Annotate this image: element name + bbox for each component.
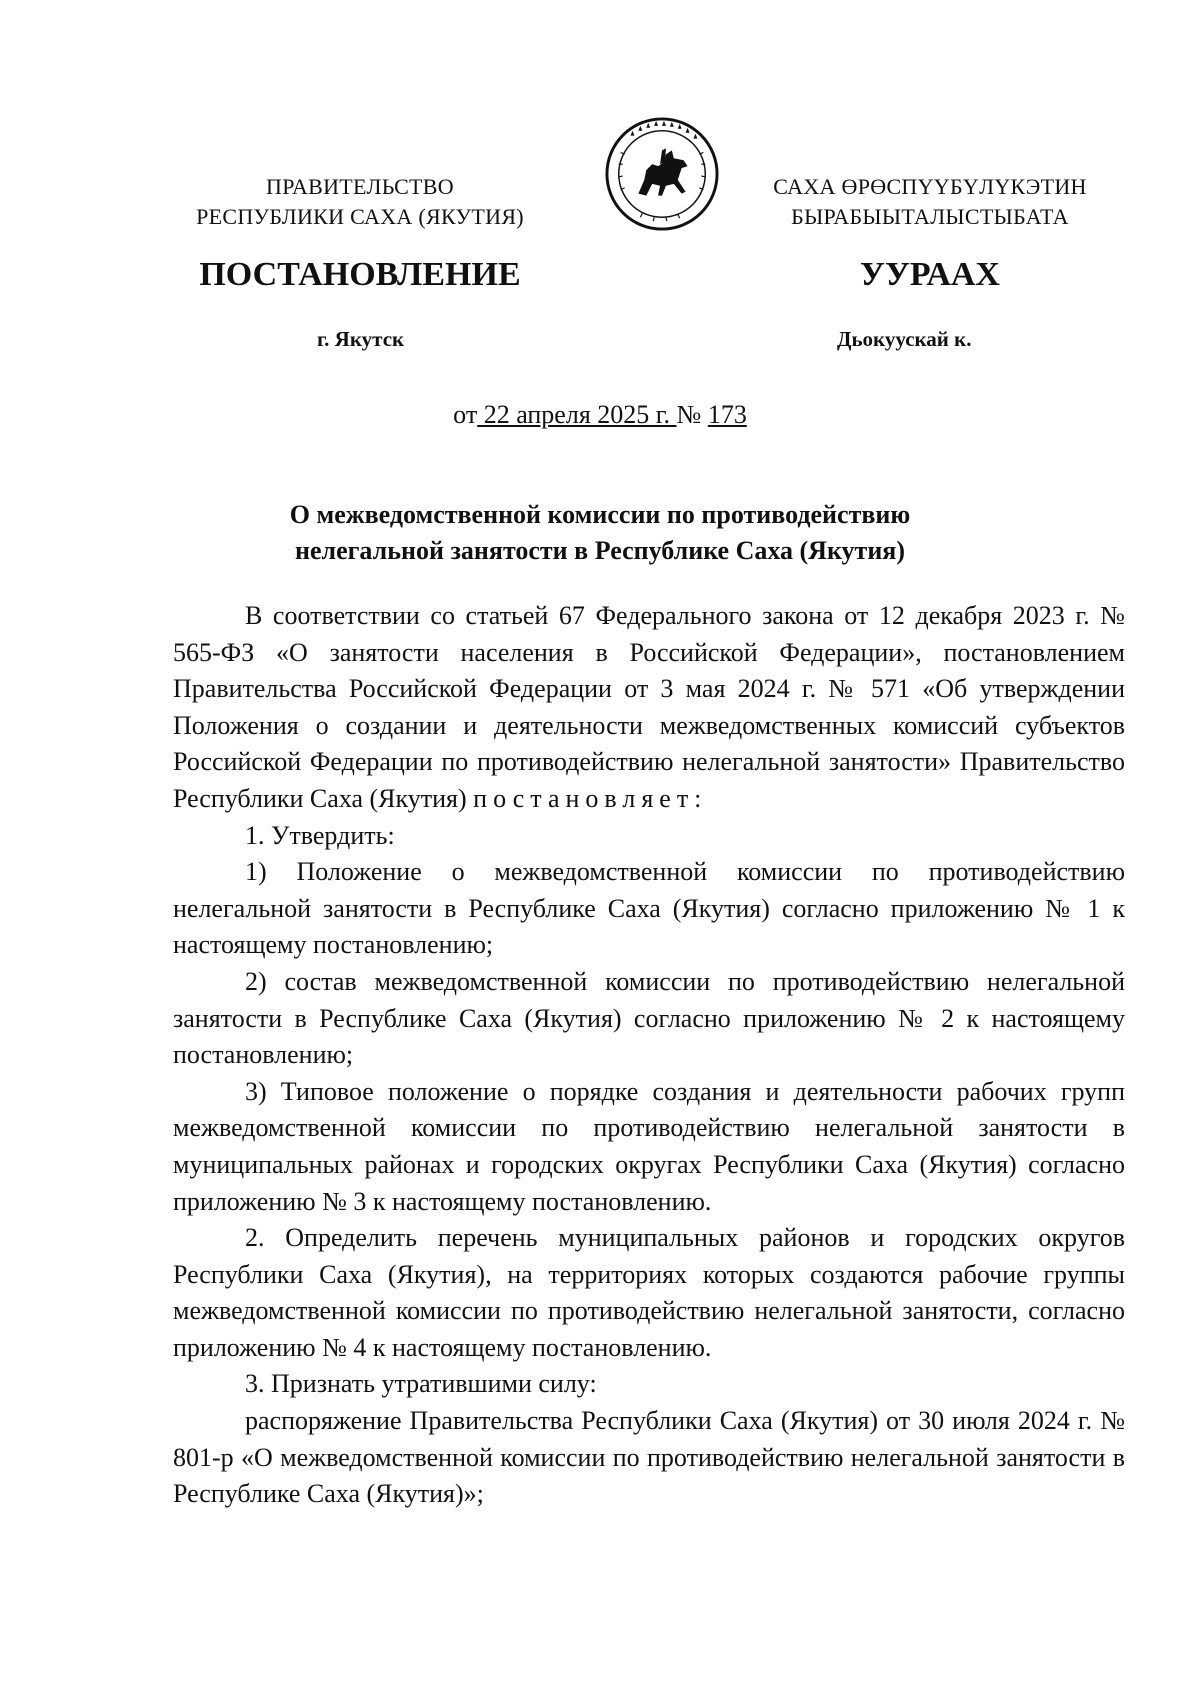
- item-1-2: 2) состав межведомственной комиссии по противодействию нелегальной занятости в Республике Саха (Якутия) согласно приложению № 2 к настоящему постановлению;: [173, 966, 1125, 1070]
- city-ru: г. Якутск: [317, 327, 405, 351]
- document-date: 22 апреля 2025 г.: [477, 400, 677, 429]
- item-3: 3. Признать утратившими силу:: [245, 1369, 597, 1399]
- date-prefix: от: [453, 400, 478, 429]
- issuer-ru: [160, 172, 560, 232]
- issuer-sakha-line1: САХА ӨРӨСПҮҮБҮЛҮКЭТИН: [773, 174, 1087, 199]
- item-3-1: распоряжение Правительства Республики Саха (Якутия) от 30 июля 2024 г. № 801-р «О межведомственной комиссии по противодействию нелегальной занятости в Республике Саха (Якутия)»;: [173, 1406, 1125, 1509]
- preamble-decree-word: постановляет:: [473, 783, 708, 813]
- title-line1: О межведомственной комиссии по противодействию: [289, 500, 911, 529]
- document-number: 173: [707, 400, 747, 429]
- city-sakha: Дьокуускай к.: [837, 327, 972, 351]
- preamble-paragraph: [173, 598, 1125, 818]
- item-1: 1. Утвердить:: [245, 820, 395, 850]
- item-1-1: 1) Положение о межведомственной комиссии по противодействию нелегальной занятости в Республике Саха (Якутия) согласно приложению № 1 к настоящему постановлению;: [173, 857, 1125, 960]
- issuer-ru-line1: ПРАВИТЕЛЬСТВО: [266, 174, 454, 199]
- doc-type-ru: ПОСТАНОВЛЕНИЕ: [199, 256, 521, 293]
- document-title: [175, 497, 1025, 569]
- item-2: 2. Определить перечень муниципальных районов и городских округов Республики Саха (Якутия), на территориях которых создаются рабочие группы межведомственной комиссии по противодействию нелегальной занятости, согласно приложению № 4 к настоящему постановлению.: [173, 1223, 1125, 1362]
- issuer-sakha: [730, 172, 1130, 232]
- doc-type-sakha: УУРААХ: [860, 256, 1000, 293]
- issuer-ru-line2: РЕСПУБЛИКИ САХА (ЯКУТИЯ): [196, 204, 524, 229]
- document-date-line: [0, 400, 1200, 430]
- preamble-text: В соответствии со статьей 67 Федерального закона от 12 декабря 2023 г. № 565-ФЗ «О занятости населения в Российской Федерации», постановлением Правительства Российской Федерации от 3 мая 2024 г. № 571 «Об утверждении Положения о создании и деятельности межведомственных комиссий субъектов Российской Федерации по противодействию нелегальной занятости» Правительство Республики Саха (Якутия): [173, 601, 1125, 813]
- title-line2: нелегальной занятости в Республике Саха (Якутия): [294, 536, 906, 565]
- number-sign: №: [676, 400, 702, 429]
- document-body: [173, 598, 1125, 1513]
- issuer-sakha-line2: БЫРАБЫЫТАЛЫСТЫБАТА: [791, 204, 1069, 229]
- coat-of-arms-icon: [603, 115, 721, 233]
- item-1-3: 3) Типовое положение о порядке создания и деятельности рабочих групп межведомственной комиссии по противодействию нелегальной занятости в муниципальных районах и городских округах Республики Саха (Якутия) согласно приложению № 3 к настоящему постановлению.: [173, 1076, 1125, 1216]
